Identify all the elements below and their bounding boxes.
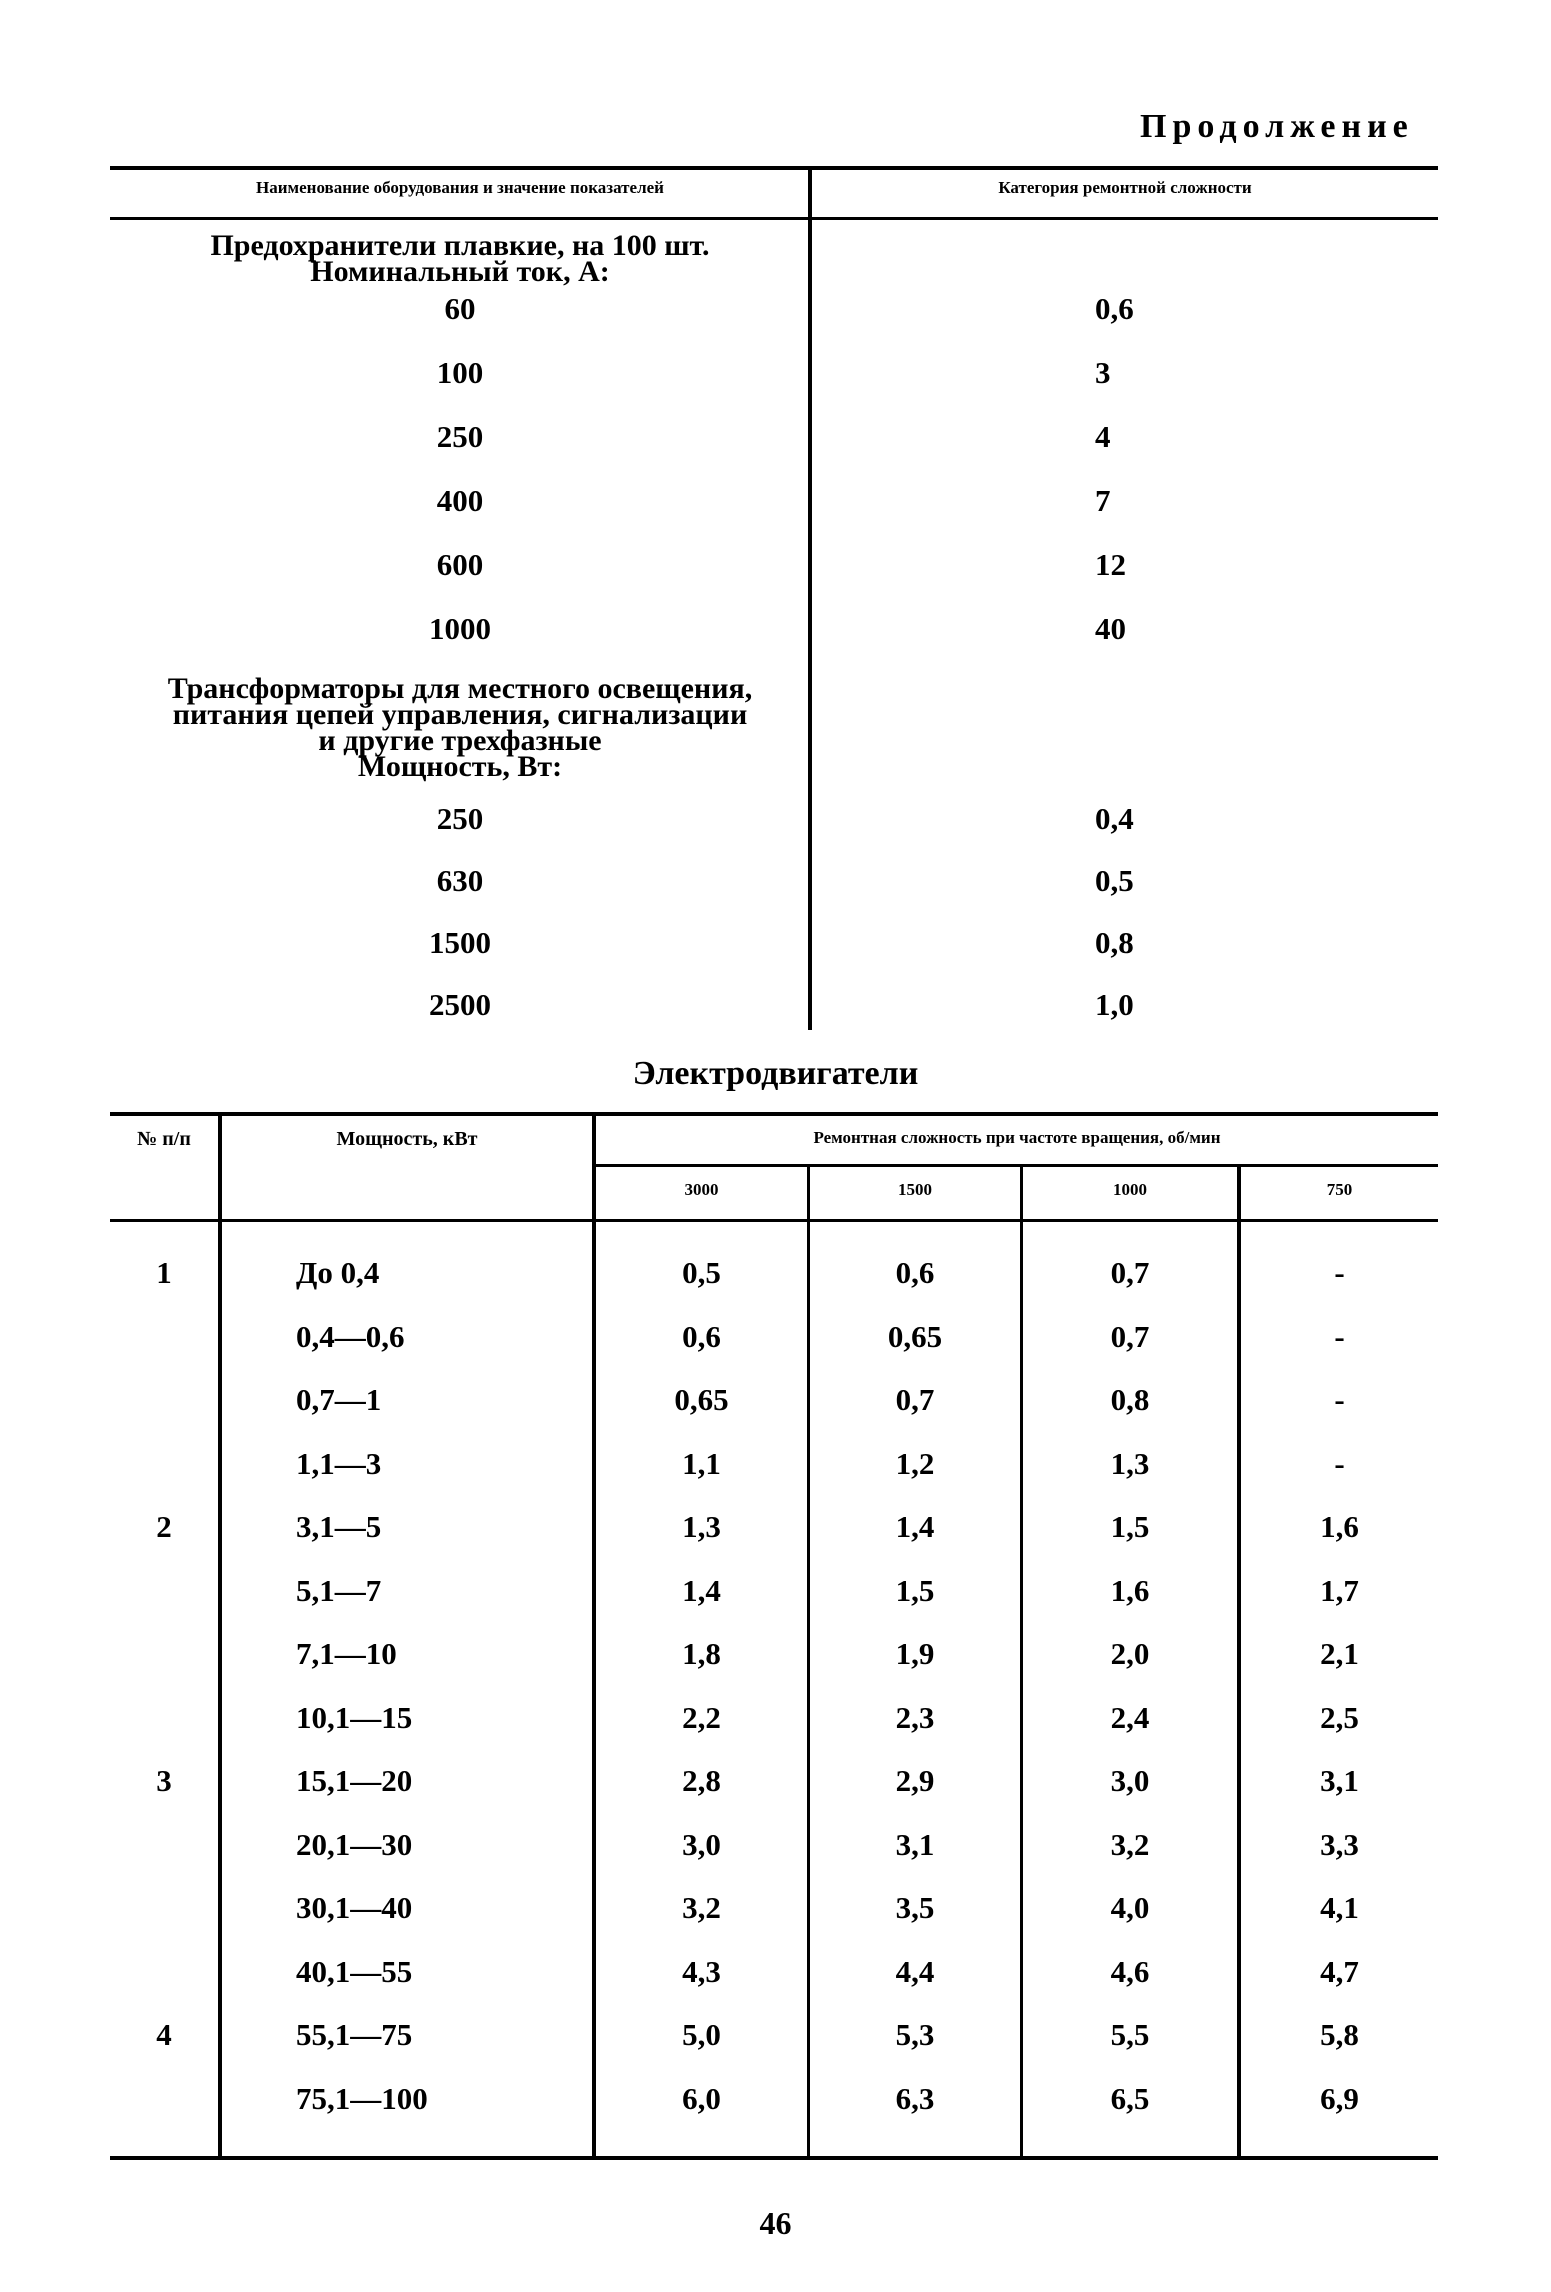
row-value: - [1334, 1318, 1345, 1354]
row-value: 1,4 [682, 1572, 721, 1608]
row-value: 0,7 [1110, 1318, 1150, 1354]
group1-title-line1: Предохранители плавкие, на 100 шт. [210, 229, 710, 262]
row-power: 10,1—15 [296, 1699, 413, 1735]
row-value: 3,0 [1110, 1763, 1150, 1798]
row-value: 1,6 [1110, 1572, 1150, 1608]
row-value: 1,2 [895, 1445, 935, 1481]
row-value: 2,8 [682, 1763, 721, 1798]
table1-header-rule [110, 217, 1438, 220]
group2-row-name: 1500 [429, 925, 491, 960]
row-value: 1,6 [1320, 1509, 1359, 1544]
group1-title-line2: Номинальный ток, А: [310, 255, 610, 288]
row-value: 3,3 [1320, 1826, 1359, 1862]
group2-title-line1: Трансформаторы для местного освещения, [167, 672, 753, 705]
row-value: 2,9 [895, 1763, 935, 1798]
group1-row-name: 250 [436, 419, 484, 454]
group2-row-name: 250 [436, 801, 484, 836]
row-value: 4,7 [1320, 1953, 1359, 1989]
group2-title-line3: и другие трехфазные [318, 724, 602, 757]
row-power: До 0,4 [296, 1255, 380, 1290]
row-value: 0,8 [1110, 1382, 1150, 1417]
row-power: 20,1—30 [296, 1826, 413, 1862]
group2-title-line2: питания цепей управления, сигнализации [172, 698, 748, 731]
table1-header-name: Наименование оборудования и значение показателей [256, 178, 664, 197]
row-power: 30,1—40 [296, 1890, 413, 1925]
row-value: 3,5 [895, 1890, 935, 1925]
row-value: 6,3 [895, 2080, 935, 2116]
group1-row-name: 600 [436, 547, 484, 582]
row-value: 4,6 [1110, 1953, 1150, 1989]
row-value: 2,2 [682, 1699, 721, 1735]
row-value: 3,2 [682, 1890, 721, 1925]
group2-row-value: 0,4 [1095, 801, 1134, 836]
row-value: 6,9 [1320, 2080, 1359, 2116]
group1-row-name: 60 [444, 291, 476, 326]
row-power: 1,1—3 [296, 1445, 382, 1481]
row-value: 4,0 [1110, 1890, 1150, 1925]
group1-row-name: 1000 [429, 611, 491, 646]
row-power: 40,1—55 [296, 1953, 413, 1989]
row-value: 1,5 [895, 1572, 935, 1608]
row-value: - [1334, 1445, 1345, 1481]
row-value: 6,0 [682, 2080, 721, 2116]
row-value: - [1334, 1255, 1345, 1290]
table2-subheader-rule [594, 1164, 1438, 1167]
row-value: 4,4 [895, 1953, 935, 1989]
row-value: - [1334, 1382, 1345, 1417]
row-value: 4,1 [1320, 1890, 1359, 1925]
table2-header-power: Мощность, кВт [336, 1128, 478, 1150]
row-power: 15,1—20 [296, 1763, 413, 1798]
row-value: 5,3 [895, 2017, 935, 2052]
group1-row-name: 100 [436, 355, 484, 390]
row-number: 3 [156, 1763, 172, 1798]
row-value: 0,65 [674, 1382, 729, 1417]
row-power: 0,4—0,6 [296, 1318, 405, 1354]
row-value: 1,3 [682, 1509, 721, 1544]
table2-title: Электродвигатели [632, 1055, 919, 1092]
group2-row-value: 1,0 [1095, 987, 1134, 1022]
row-number: 4 [156, 2017, 172, 2052]
row-power: 75,1—100 [296, 2080, 428, 2116]
table2-header-group: Ремонтная сложность при частоте вращения, об/мин [813, 1128, 1221, 1147]
group1-row-value: 12 [1095, 547, 1126, 582]
row-value: 1,3 [1110, 1445, 1150, 1481]
row-value: 0,6 [895, 1255, 935, 1290]
table2-vline-1 [218, 1114, 222, 2156]
row-value: 0,65 [887, 1318, 943, 1354]
row-power: 5,1—7 [296, 1572, 382, 1608]
table1-header-category: Категория ремонтной сложности [998, 178, 1252, 197]
group2-row-value: 0,5 [1095, 863, 1134, 898]
row-value: 6,5 [1110, 2080, 1150, 2116]
row-power: 3,1—5 [296, 1509, 382, 1544]
table2-top-rule [110, 1112, 1438, 1116]
row-value: 2,4 [1110, 1699, 1150, 1735]
table2-bottom-rule [110, 2156, 1438, 2160]
group1-row-value: 0,6 [1095, 291, 1134, 326]
row-value: 1,7 [1320, 1572, 1359, 1608]
speed-header: 1500 [898, 1180, 932, 1199]
row-value: 1,9 [895, 1636, 935, 1671]
row-value: 1,8 [682, 1636, 721, 1671]
row-value: 5,0 [682, 2017, 721, 2052]
group1-row-value: 40 [1095, 611, 1126, 646]
row-value: 5,5 [1110, 2017, 1150, 2052]
row-power: 7,1—10 [296, 1636, 397, 1671]
row-value: 1,4 [895, 1509, 935, 1544]
speed-header: 750 [1326, 1180, 1353, 1199]
continuation-label: Продолжение [1140, 108, 1414, 145]
group1-row-value: 7 [1095, 483, 1111, 518]
row-power: 55,1—75 [296, 2017, 413, 2052]
speed-header: 1000 [1113, 1180, 1147, 1199]
row-value: 5,8 [1320, 2017, 1359, 2052]
row-value: 1,1 [682, 1445, 721, 1481]
group2-row-name: 630 [436, 863, 484, 898]
row-value: 0,6 [682, 1318, 721, 1354]
group1-row-value: 4 [1095, 419, 1111, 454]
row-number: 2 [156, 1509, 172, 1544]
row-value: 0,7 [895, 1382, 935, 1417]
group2-title-line4: Мощность, Вт: [357, 750, 563, 783]
group1-row-name: 400 [436, 483, 484, 518]
row-value: 2,3 [895, 1699, 935, 1735]
row-value: 3,1 [895, 1826, 935, 1862]
row-value: 3,0 [682, 1826, 721, 1862]
row-value: 1,5 [1110, 1509, 1150, 1544]
group1-row-value: 3 [1095, 355, 1111, 390]
row-value: 0,7 [1110, 1255, 1150, 1290]
group2-row-name: 2500 [429, 987, 491, 1022]
table2-header-num: № п/п [137, 1128, 191, 1150]
page-number: 46 [759, 2205, 792, 2241]
row-value: 2,0 [1110, 1636, 1150, 1671]
row-value: 0,5 [682, 1255, 721, 1290]
row-number: 1 [156, 1255, 172, 1290]
row-value: 3,2 [1110, 1826, 1150, 1862]
row-value: 2,1 [1320, 1636, 1359, 1671]
row-power: 0,7—1 [296, 1382, 382, 1417]
speed-header: 3000 [684, 1180, 719, 1199]
row-value: 3,1 [1320, 1763, 1359, 1798]
row-value: 4,3 [682, 1953, 721, 1989]
table1-top-rule [110, 166, 1438, 170]
group2-row-value: 0,8 [1095, 925, 1134, 960]
row-value: 2,5 [1320, 1699, 1359, 1735]
